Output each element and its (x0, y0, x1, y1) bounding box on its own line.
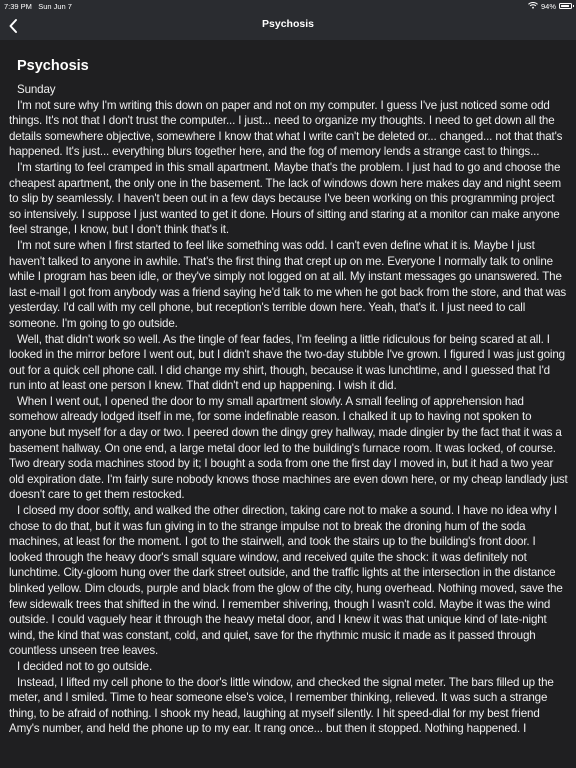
document-paragraph: I'm not sure why I'm writing this down on paper and not on my computer. I guess I've just noticed some odd things. It's not that I don't trust the computer... I just... need to organize my thoughts. I need to get down all the details somewhere objective, somewhere I know that what I write can't be deleted or... changed... not that that's happened. It's just... everything blurs together here, and the fog of memory lends a strange cast to things... (9, 98, 563, 159)
status-indicators (528, 2, 572, 11)
nav-title: Psychosis (262, 18, 314, 30)
battery-icon (559, 3, 572, 9)
document-title: Psychosis (17, 58, 89, 74)
document-paragraph: I closed my door softly, and walked the other direction, taking care not to make a sound. I have no idea why I chose to do that, but it was fun giving in to the strange impulse not to break the droning hum of the soda machines, at least for the moment. I got to the stairwell, and took the stairs up to the building's front door. I looked through the heavy door's small square window, and received quite the shock: it was definitely not lunchtime. City-gloom hung over the dark street outside, and the traffic lights at the intersection in the distance blinked yellow. Dim clouds, purple and black from the glow of the city, hung overhead. Nothing moved, save the few sidewalk trees that shifted in the wind. I remember shivering, though I wasn't cold. Maybe it was the wind outside. I could vaguely hear it through the heavy metal door, and I knew it was that unique kind of late-night wind, the kind that was constant, cold, and quiet, save for the rhythmic music it made as it passed through countless unseen tree leaves. (9, 504, 563, 658)
document-body (9, 82, 569, 737)
status-time: 7:39 PM (4, 1, 32, 11)
document-paragraph: Well, that didn't work so well. As the tingle of fear fades, I'm feeling a little ridiculous for being scared at all. I looked in the mirror before I went out, but I didn't shave the two-day stubble I've grown. I figured I was just going out for a quick cell phone call. I did change my shirt, though, because it was lunchtime, and I guessed that I'd run into at least one person I knew. That didn't end up happening. I wish it did. (9, 332, 565, 393)
document-paragraph: I'm not sure when I first started to feel like something was odd. I can't even define what it is. Maybe I just haven't talked to anyone in awhile. That's the first thing that crept up on me. Everyone I normally talk to online while I program has been idle, or they've simply not logged on at all. My instant messages go unanswered. The last e-mail I got from anybody was a friend saying he'd talk to me when he got back from the store, and that was yesterday. I'd call with my cell phone, but reception's terrible down here. Yeah, that's it. I just need to call someone. I'm going to go outside. (9, 238, 567, 330)
wifi-icon (528, 2, 538, 11)
document-paragraph: I decided not to go outside. (17, 659, 153, 673)
status-bar (0, 0, 576, 12)
battery-level-fill (561, 5, 569, 7)
document-paragraph: When I went out, I opened the door to my small apartment slowly. A small feeling of apprehension had somehow already lodged itself in me, for some indefinable reason. I chalked it up to having not spoken to anyone but myself for a day or two. I peered down the dingy grey hallway, made dingier by the fact that it was a basement hallway. On one end, a large metal door led to the building's furnace room. It was locked, of course. Two dreary soda machines stood by it; I bought a soda from one the first day I moved in, but it had a two year old expiration date. I'm fairly sure nobody knows those machines are even down here, or my cheap landlady just doesn't care to get them restocked. (9, 394, 568, 502)
status-time-date (4, 2, 72, 11)
battery-percent: 94% (540, 1, 556, 11)
document-paragraph: I'm starting to feel cramped in this small apartment. Maybe that's the problem. I just had to go and choose the cheapest apartment, the only one in the basement. The lack of windows down here makes day and night seem to slip by seamlessly. I haven't been out in a few days because I've been working on this programming project so intensively. I suppose I just wanted to get it done. Hours of sitting and staring at a monitor can make anyone feel strange, I know, but I don't think that's it. (9, 160, 561, 237)
document-paragraph: Instead, I lifted my cell phone to the door's little window, and checked the signal meter. The bars filled up the meter, and I smiled. Time to hear someone else's voice, I remember thinking, relieved. It was such a strange thing, to be afraid of nothing. I shook my head, laughing at myself silently. I hit speed-dial for my best friend Amy's number, and held the phone up to my ear. It rang once... but then it stopped. Nothing happened. I (9, 675, 554, 736)
document-paragraph: Sunday (17, 83, 56, 96)
navigation-bar (0, 12, 576, 40)
document-content (9, 58, 569, 737)
status-date: Sun Jun 7 (38, 1, 72, 11)
